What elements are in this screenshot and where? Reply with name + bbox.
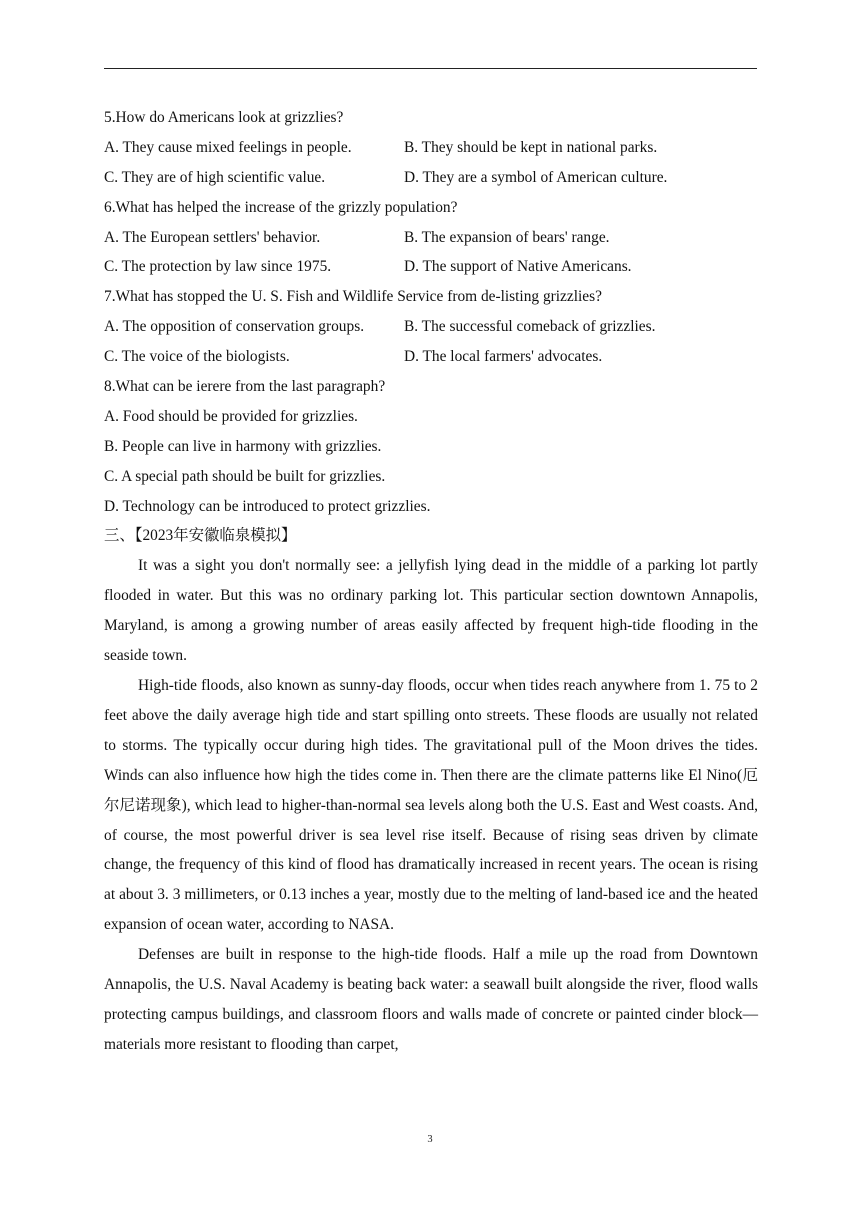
question-5-option-d: D. They are a symbol of American culture. [404,168,668,186]
header-rule [104,68,757,69]
question-7-option-a: A. The opposition of conservation groups. [104,318,365,336]
question-8-option-b: B. People can live in harmony with grizzlies. [104,437,382,455]
question-5-options-row-1 [104,133,758,163]
question-8-option-a: A. Food should be provided for grizzlies. [104,407,358,425]
question-7-stem: 7.What has stopped the U. S. Fish and Wildlife Service from de-listing grizzlies? [104,288,602,306]
passage-paragraph-1: It was a sight you don't normally see: a jellyfish lying dead in the middle of a parking lot partly flooded in water. But this was no ordinary parking lot. This particular section downtown Annapolis, Maryland, is among a growing number of areas easily affected by frequent high-tide flooding in the seaside town. [104,557,758,665]
question-5-option-c: C. They are of high scientific value. [104,168,326,186]
question-5-stem: 5.How do Americans look at grizzlies? [104,109,344,126]
question-7-option-b: B. The successful comeback of grizzlies. [404,318,656,336]
question-5-options-row-2 [104,163,758,193]
question-5-option-b: B. They should be kept in national parks. [404,138,658,156]
question-7-option-c: C. The voice of the biologists. [104,348,290,366]
question-6-stem: 6.What has helped the increase of the grizzly population? [104,198,458,216]
page-content [104,103,758,1060]
question-6-options-row-1 [104,223,758,253]
question-7-option-d: D. The local farmers' advocates. [404,348,603,366]
question-6-option-c: C. The protection by law since 1975. [104,258,332,276]
question-6-options-row-2 [104,252,758,282]
question-7-options-row-1 [104,312,758,342]
section-title: 三、【2023年安徽临泉模拟】 [104,527,297,545]
question-8-option-c: C. A special path should be built for grizzlies. [104,467,386,485]
question-8-option-d: D. Technology can be introduced to protect grizzlies. [104,497,431,515]
passage-paragraph-2: High-tide floods, also known as sunny-day floods, occur when tides reach anywhere from 1. 75 to 2 feet above the daily average high tide and start spilling onto streets. These floods are usually not related to storms. The typically occur during high tides. The gravitational pull of the Moon drives the tides. Winds can also influence how high the tides come in. Then there are the climate patterns like El Nino(厄尔尼诺现象), which lead to higher-than-normal sea levels along both the U.S. East and West coasts. And, of course, the most powerful driver is sea level rise itself. Because of rising seas driven by climate change, the frequency of this kind of flood has dramatically increased in recent years. The ocean is rising at about 3. 3 millimeters, or 0.13 inches a year, mostly due to the melting of land-based ice and the heated expansion of ocean water, according to NASA. [104,676,758,934]
question-6-option-a: A. The European settlers' behavior. [104,228,321,246]
passage-paragraph-3: Defenses are built in response to the high-tide floods. Half a mile up the road from Downtown Annapolis, the U.S. Naval Academy is beating back water: a seawall built alongside the river, flood walls protecting campus buildings, and classroom floors and walls made of concrete or painted cinder block—materials more resistant to flooding than carpet, [104,946,758,1053]
question-6-option-b: B. The expansion of bears' range. [404,228,610,246]
question-8-stem: 8.What can be ierere from the last paragraph? [104,378,386,396]
question-6-option-d: D. The support of Native Americans. [404,258,632,276]
page-number: 3 [427,1134,433,1145]
question-7-options-row-2 [104,342,758,372]
question-5-option-a: A. They cause mixed feelings in people. [104,138,352,156]
